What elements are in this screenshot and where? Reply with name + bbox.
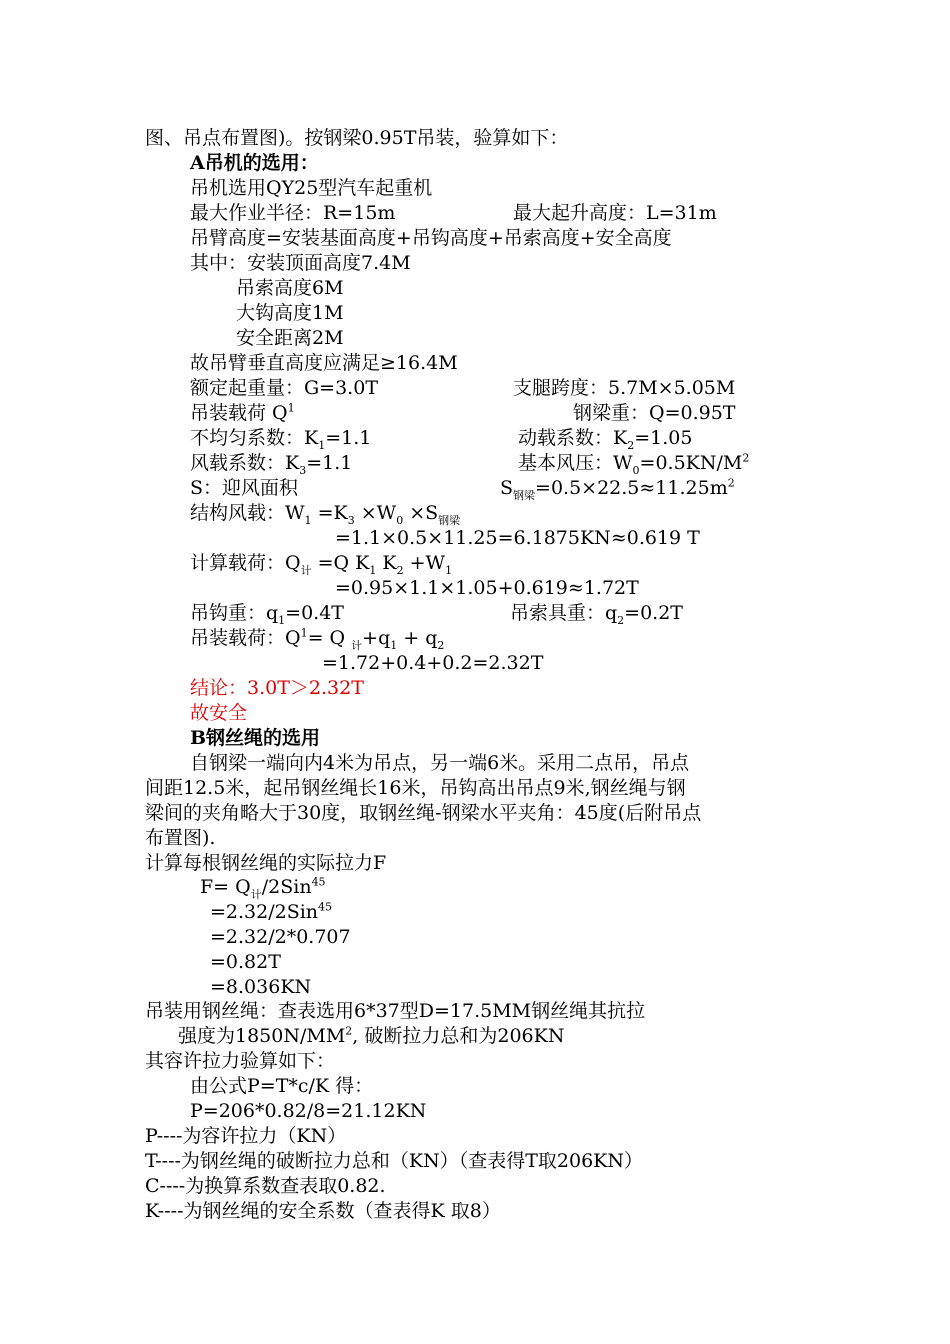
text-line: 布置图). [145, 827, 216, 849]
text-line: =0.95×1.1×1.05+0.619≈1.72T [335, 577, 639, 599]
text-line: S：迎风面积 [190, 477, 299, 499]
text-line: 安全距离2M [236, 327, 344, 349]
text-line: 吊索具重：$q_2=0.2T$ [510, 602, 683, 627]
text-line: 间距12.5米，起吊钢丝绳长16米，吊钩高出吊点9米,钢丝绳与钢 [145, 777, 686, 799]
formula-line: =0.82T [210, 951, 281, 973]
section-heading-a: A吊机的选用： [190, 152, 319, 174]
text-line: 不均匀系数：$K_1=1.1$ [190, 427, 372, 452]
text-line: 支腿跨度：5.7M×5.05M [513, 377, 736, 399]
text-line: 吊臂高度=安装基面高度+吊钩高度+吊索高度+安全高度 [190, 227, 672, 249]
text-line: 计算载荷：$Q_计 =Q$ $K_1$ $K_2 +W_1$ [190, 552, 453, 577]
text-line: 故吊臂垂直高度应满足≥16.4M [190, 352, 458, 374]
text-line: 强度为$1850N/MM^2$, 破断拉力总和为206KN [178, 1024, 565, 1047]
text-line: 吊装载荷：$Q^1= Q$ $_计+q_1 + q_2$ [190, 626, 445, 652]
text-line: 由公式P=T*c/K 得： [190, 1075, 374, 1097]
text-line: 结构风载：$W_1 =K_3 \times W_0 \times S_{钢梁}$ [190, 502, 461, 527]
text-line: $S_{钢梁}=0.5\times 22.5\approx 11.25m^2$ [500, 476, 735, 502]
text-line: 风载系数：$K_3=1.1$ [190, 452, 353, 477]
text-line: P----为容许拉力（KN） [145, 1125, 347, 1147]
formula-line: $F= Q_计/2Sin^{45}$ [200, 875, 326, 901]
text-line: 吊钩重：$q_1=0.4T$ [190, 602, 344, 627]
text-line: T----为钢丝绳的破断拉力总和（KN）（查表得T取206KN） [145, 1150, 643, 1172]
text-line: C----为换算系数查表取0.82. [145, 1175, 386, 1197]
text-line: 额定起重量：G=3.0T [190, 377, 378, 399]
text-line: 图、吊点布置图)。按钢梁0.95T吊装，验算如下： [145, 127, 569, 149]
formula-line: =2.32/2*0.707 [210, 926, 351, 948]
text-line: P=206*0.82/8=21.12KN [190, 1100, 427, 1122]
text-line: 钢梁重：Q=0.95T [573, 402, 736, 424]
text-line: 吊装用钢丝绳：查表选用6*37型D=17.5MM钢丝绳其抗拉 [145, 1000, 646, 1022]
text-line: 自钢梁一端向内4米为吊点，另一端6米。采用二点吊，吊点 [190, 752, 690, 774]
conclusion-safe: 故安全 [190, 702, 248, 724]
text-line: 梁间的夹角略大于30度，取钢丝绳-钢梁水平夹角：45度(后附吊点 [145, 802, 702, 824]
formula-line: =8.036KN [210, 976, 312, 998]
formula-line: =2.32/2Sin$^{45}$ [210, 900, 333, 923]
text-line: 吊索高度6M [236, 277, 344, 299]
text-line: 其中：安装顶面高度7.4M [190, 252, 411, 274]
text-line: 最大起升高度：L=31m [513, 202, 717, 224]
text-line: 大钩高度1M [236, 302, 344, 324]
text-line: 其容许拉力验算如下： [145, 1050, 336, 1072]
text-line: 吊机选用QY25型汽车起重机 [190, 177, 433, 199]
text-line: =1.1×0.5×11.25=6.1875KN≈0.619 T [335, 527, 700, 549]
text-line: =1.72+0.4+0.2=2.32T [322, 652, 544, 674]
text-line: 最大作业半径：R=15m [190, 202, 396, 224]
conclusion-line: 结论：3.0T＞2.32T [190, 677, 364, 699]
text-line: K----为钢丝绳的安全系数（查表得K 取8） [145, 1200, 501, 1222]
section-heading-b: B钢丝绳的选用 [190, 727, 321, 749]
text-line: 动载系数：$K_2=1.05$ [518, 427, 693, 452]
text-line: 吊装载荷 $Q^1$ [190, 401, 295, 424]
text-line: 计算每根钢丝绳的实际拉力F [145, 852, 387, 874]
text-line: 基本风压：$W_0=0.5KN/M^2$ [518, 451, 750, 477]
